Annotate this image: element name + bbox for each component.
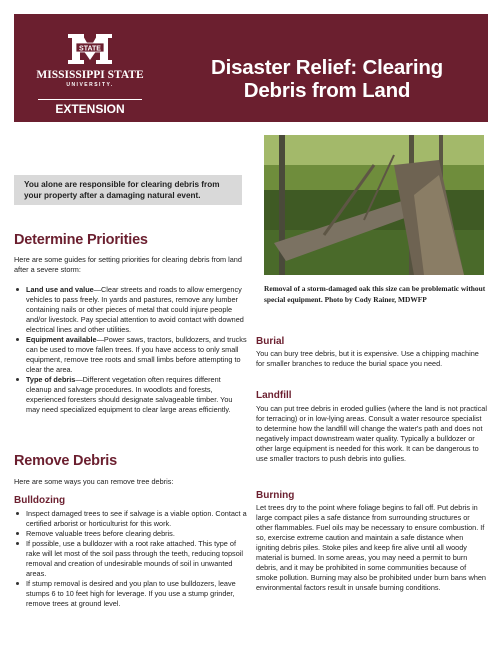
priorities-intro: Here are some guides for setting priorities for clearing debris from land after a severe storm: bbox=[14, 255, 242, 274]
msu-extension-logo bbox=[14, 14, 166, 122]
photo-caption: Removal of a storm-damaged oak this size can be problematic without special equipment. Photo by Cody Rainer, MDWFP bbox=[264, 284, 486, 304]
logo-divider bbox=[38, 99, 142, 100]
header-banner bbox=[14, 14, 488, 122]
list-item bbox=[14, 375, 248, 415]
burning-heading: Burning bbox=[256, 490, 295, 501]
item-text: —Power saws, tractors, bulldozers, and trucks can be used to move fallen trees. If you have access to only small equipment, remove tree roots and small limbs before attempting to clear the area. bbox=[26, 335, 247, 374]
list-item: If possible, use a bulldozer with a root rake attached. This type of rake will let most of the soil pass through the teeth, reducing topsoil removal and creation of undesirable mounds of soil in unwanted areas. bbox=[14, 539, 248, 579]
item-text: —Different vegetation often requires different cleanup and salvage procedures. In woodlots and forests, experienced foresters should designate salvageable timber. You may need specialized equipment to clear large areas efficiently. bbox=[26, 375, 233, 414]
bulldozing-heading: Bulldozing bbox=[14, 495, 66, 506]
bulldozing-list bbox=[14, 509, 248, 609]
landfill-text: You can put tree debris in eroded gullies (where the land is not practical for terracing) or in low-lying areas. Consult a water resource specialist to determine how the landfill will change the water's path and does not negatively impact downstream water quality. Typically a bulldozer or other large equipment is needed for this work. It can be dangerous to use smaller tractors to push debris into gullies. bbox=[256, 404, 487, 463]
list-item bbox=[14, 335, 248, 375]
remove-debris-intro: Here are some ways you can remove tree debris: bbox=[14, 477, 174, 486]
item-term: Equipment available bbox=[26, 335, 97, 344]
title-line-2: Debris from Land bbox=[243, 79, 411, 102]
item-term: Land use and value bbox=[26, 285, 94, 294]
landfill-heading: Landfill bbox=[256, 390, 292, 401]
priorities-heading: Determine Priorities bbox=[14, 232, 148, 248]
logo-university-sub-text: UNIVERSITY. bbox=[66, 82, 114, 88]
list-item: Remove valuable trees before clearing debris. bbox=[14, 529, 248, 539]
logo-university-text: MISSISSIPPI STATE bbox=[36, 69, 144, 81]
priorities-list bbox=[14, 285, 248, 415]
logo-extension-text: EXTENSION bbox=[55, 102, 125, 116]
title-line-1: Disaster Relief: Clearing bbox=[211, 56, 443, 79]
page-title bbox=[172, 56, 482, 102]
item-term: Type of debris bbox=[26, 375, 76, 384]
burial-heading: Burial bbox=[256, 336, 285, 347]
responsibility-callout: You alone are responsible for clearing debris from your property after a damaging natural event. bbox=[14, 175, 242, 205]
item-text: —Clear streets and roads to allow emergency vehicles to pass freely. In yards and pastures, remove any lumber containing nails or other pieces of metal that could injure people and/or livestock. Pay special attention to avoid contact with downed electrical lines and other utilities. bbox=[26, 285, 244, 334]
logo-state-text: STATE bbox=[79, 45, 101, 53]
list-item: Inspect damaged trees to see if salvage is a viable option. Contact a certified arborist or horticulturist for this work. bbox=[14, 509, 248, 529]
burning-text: Let trees dry to the point where foliage begins to fall off. Put debris in large compact piles a safe distance from surrounding structures or other flammables. Fuel oils may be necessary to ensure combustion. If so, exercise extreme caution and maintain a safe distance when igniting debris piles. Stoke piles and keep fire alive until all woody material is burned. In some areas, you may need a permit to burn debris, and it may be prohibited in some communities because of smoke pollution. Burning may also be prohibited under burn bans when environmental factors result in unsafe burning conditions. bbox=[256, 503, 486, 592]
remove-debris-heading: Remove Debris bbox=[14, 453, 117, 469]
logo-graphic bbox=[14, 14, 166, 122]
storm-damaged-oak-photo bbox=[264, 135, 484, 275]
list-item: If stump removal is desired and you plan to use bulldozers, leave stumps 6 to 10 feet high for leverage. If you use a stump grinder, remove trees at ground level. bbox=[14, 579, 248, 609]
list-item bbox=[14, 285, 248, 335]
burial-text: You can bury tree debris, but it is expensive. Use a chipping machine for smaller branches to reduce the burial space you need. bbox=[256, 349, 479, 368]
